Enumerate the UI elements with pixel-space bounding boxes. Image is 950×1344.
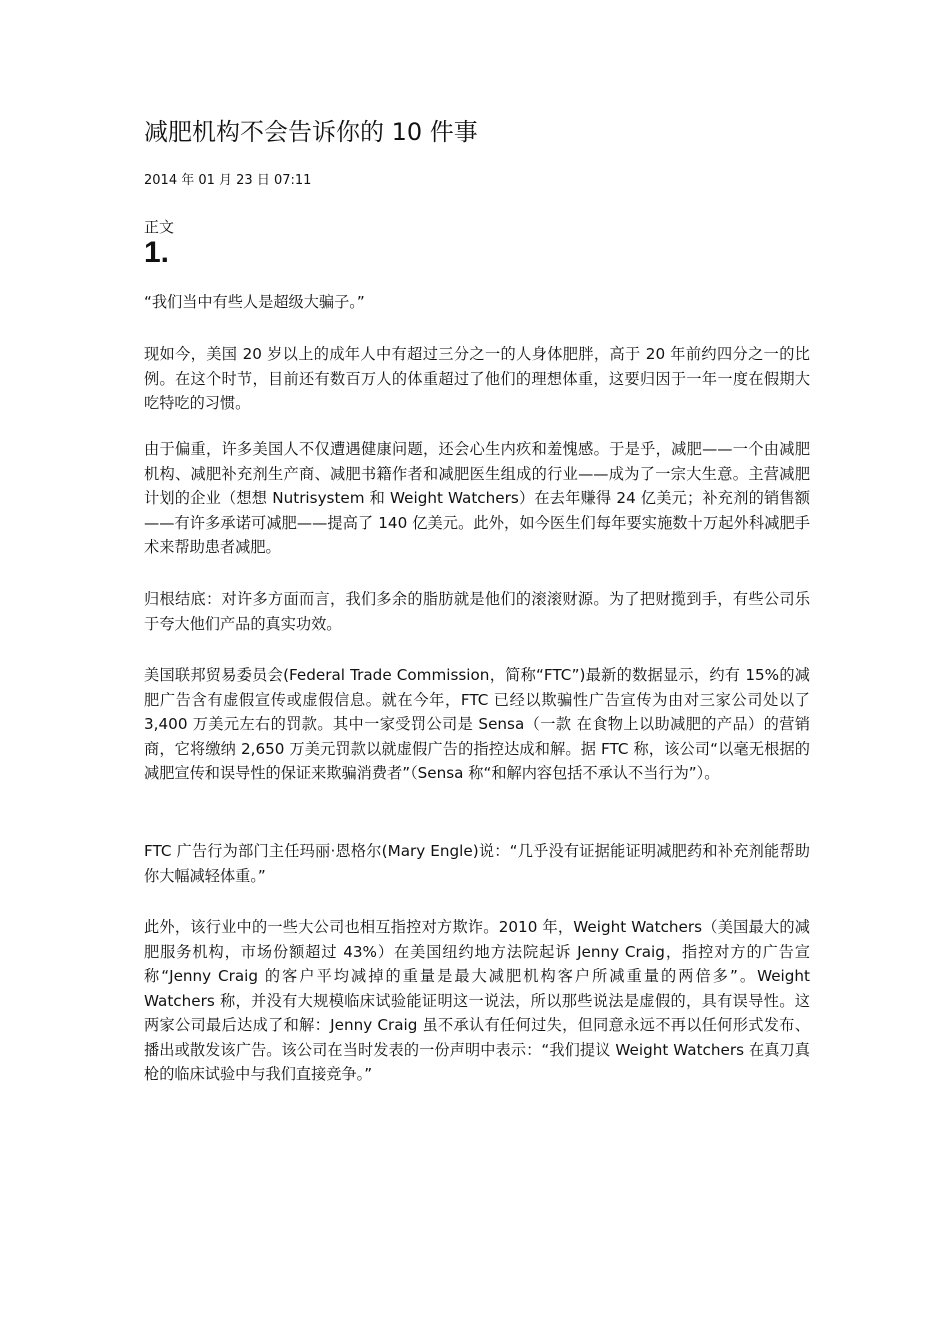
publish-date: 2014 年 01 月 23 日 07:11 bbox=[144, 173, 312, 188]
paragraph: FTC 广告行为部门主任玛丽·恩格尔(Mary Engle)说：“几乎没有证据能证明减肥药和补充剂能帮助你大幅减轻体重。” bbox=[144, 842, 810, 885]
paragraph: 此外，该行业中的一些大公司也相互指控对方欺诈。2010 年，Weight Watchers（美国最大的减肥服务机构，市场份额超过 43%）在美国纽约地方法院起诉 Jenny Craig，指控对方的广告宣称“Jenny Craig 的客户平均减掉的重量是最大减肥机构客户所减重量的两倍多”。Weight Watchers 称，并没有大规模临床试验能证明这一说法，所以那些说法是虚假的，具有误导性。这两家公司最后达成了和解：Jenny Craig 虽不承认有任何过失，但同意永远不再以任何形式发布、播出或散发该广告。该公司在当时发表的一份声明中表示：“我们提议 Weight Watchers 在真刀真枪的临床试验中与我们直接竞争。” bbox=[144, 918, 810, 1083]
article-title: 减肥机构不会告诉你的 10 件事 bbox=[144, 118, 478, 146]
paragraph: 美国联邦贸易委员会(Federal Trade Commission，简称“FTC”)最新的数据显示，约有 15%的减肥广告含有虚假宣传或虚假信息。就在今年，FTC 已经以欺骗性广告宣传为由对三家公司处以了 3,400 万美元左右的罚款。其中一家受罚公司是 Sensa（一款 在食物上以助减肥的产品）的营销商，它将缴纳 2,650 万美元罚款以就虚假广告的指控达成和解。据 FTC 称，该公司“以毫无根据的减肥宣传和误导性的保证来欺骗消费者”（Sensa 称“和解内容包括不承认不当行为”）。 bbox=[144, 666, 810, 782]
paragraph: “我们当中有些人是超级大骗子。” bbox=[144, 293, 365, 311]
paragraph: 由于偏重，许多美国人不仅遭遇健康问题，还会心生内疚和羞愧感。于是乎，减肥——一个由减肥机构、减肥补充剂生产商、减肥书籍作者和减肥医生组成的行业——成为了一宗大生意。主营减肥计划的企业（想想 Nutrisystem 和 Weight Watchers）在去年赚得 24 亿美元；补充剂的销售额——有许多承诺可减肥——提高了 140 亿美元。此外，如今医生们每年要实施数十万起外科减肥手术来帮助患者减肥。 bbox=[144, 440, 810, 556]
paragraph: 现如今，美国 20 岁以上的成年人中有超过三分之一的人身体肥胖，高于 20 年前约四分之一的比例。在这个时节，目前还有数百万人的体重超过了他们的理想体重，这要归因于一年一度在假期大吃特吃的习惯。 bbox=[144, 345, 810, 412]
paragraph: 归根结底：对许多方面而言，我们多余的脂肪就是他们的滚滚财源。为了把财揽到手，有些公司乐于夸大他们产品的真实功效。 bbox=[144, 590, 810, 633]
section-label: 正文 bbox=[144, 218, 175, 236]
section-number: 1. bbox=[144, 236, 170, 269]
